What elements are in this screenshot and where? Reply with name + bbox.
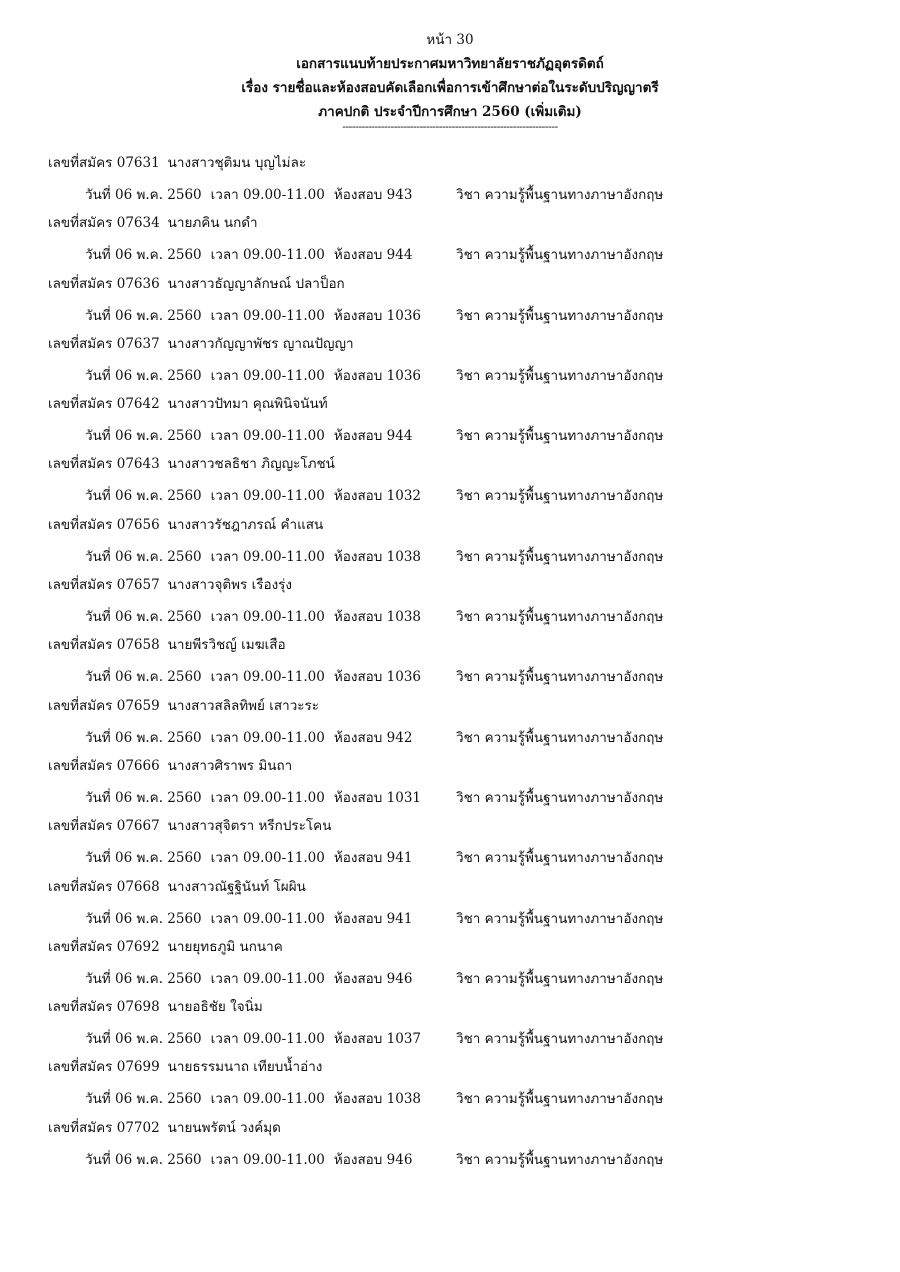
applicant-entry bbox=[0, 574, 900, 634]
exam-date: วันที่ 06 พ.ค. 2560 bbox=[85, 970, 202, 987]
exam-date: วันที่ 06 พ.ค. 2560 bbox=[85, 488, 202, 505]
applicant-line bbox=[48, 1056, 330, 1078]
schedule-line bbox=[85, 666, 430, 688]
application-number: เลขที่สมัคร 07692 bbox=[48, 938, 160, 955]
exam-time: เวลา 09.00-11.00 bbox=[210, 1091, 325, 1108]
exam-time: เวลา 09.00-11.00 bbox=[210, 669, 325, 686]
applicant-entry bbox=[0, 453, 900, 513]
exam-time: เวลา 09.00-11.00 bbox=[210, 910, 325, 927]
exam-date: วันที่ 06 พ.ค. 2560 bbox=[85, 850, 202, 867]
exam-subject: วิชา ความรู้พื้นฐานทางภาษาอังกฤษ bbox=[456, 609, 664, 626]
exam-subject: วิชา ความรู้พื้นฐานทางภาษาอังกฤษ bbox=[456, 1091, 664, 1108]
application-number: เลขที่สมัคร 07699 bbox=[48, 1059, 160, 1076]
exam-date: วันที่ 06 พ.ค. 2560 bbox=[85, 367, 202, 384]
exam-subject: วิชา ความรู้พื้นฐานทางภาษาอังกฤษ bbox=[456, 669, 664, 686]
applicant-entry bbox=[0, 876, 900, 936]
applicant-entry bbox=[0, 695, 900, 755]
exam-subject: วิชา ความรู้พื้นฐานทางภาษาอังกฤษ bbox=[456, 428, 664, 445]
exam-date: วันที่ 06 พ.ค. 2560 bbox=[85, 669, 202, 686]
application-number: เลขที่สมัคร 07642 bbox=[48, 396, 160, 413]
exam-subject: วิชา ความรู้พื้นฐานทางภาษาอังกฤษ bbox=[456, 970, 664, 987]
applicant-line bbox=[48, 634, 294, 656]
exam-date: วันที่ 06 พ.ค. 2560 bbox=[85, 428, 202, 445]
exam-subject: วิชา ความรู้พื้นฐานทางภาษาอังกฤษ bbox=[456, 187, 664, 203]
exam-date: วันที่ 06 พ.ค. 2560 bbox=[85, 789, 202, 806]
exam-room: ห้องสอบ 942 bbox=[333, 729, 413, 746]
exam-date: วันที่ 06 พ.ค. 2560 bbox=[85, 1091, 202, 1108]
schedule-line bbox=[85, 606, 430, 628]
exam-room: ห้องสอบ 1031 bbox=[333, 789, 422, 806]
page-number: หน้า 30 bbox=[426, 32, 474, 48]
exam-time: เวลา 09.00-11.00 bbox=[210, 187, 325, 203]
application-number: เลขที่สมัคร 07666 bbox=[48, 757, 160, 774]
applicant-entry bbox=[0, 514, 900, 574]
exam-subject: วิชา ความรู้พื้นฐานทางภาษาอังกฤษ bbox=[456, 910, 664, 927]
schedule-line bbox=[85, 968, 421, 990]
application-number: เลขที่สมัคร 07658 bbox=[48, 637, 160, 654]
exam-time: เวลา 09.00-11.00 bbox=[210, 789, 325, 806]
applicant-name: นางสาวกัญญาพัชร ญาณปัญญา bbox=[167, 335, 354, 352]
exam-time: เวลา 09.00-11.00 bbox=[210, 307, 325, 324]
schedule-line bbox=[85, 485, 430, 507]
exam-time: เวลา 09.00-11.00 bbox=[210, 970, 325, 987]
applicant-line bbox=[48, 152, 314, 174]
applicant-line bbox=[48, 333, 362, 355]
exam-subject: วิชา ความรู้พื้นฐานทางภาษาอังกฤษ bbox=[456, 789, 664, 806]
schedule-line bbox=[85, 184, 421, 206]
exam-time: เวลา 09.00-11.00 bbox=[210, 1151, 325, 1168]
exam-subject: วิชา ความรู้พื้นฐานทางภาษาอังกฤษ bbox=[456, 367, 664, 384]
applicant-entry bbox=[0, 634, 900, 694]
applicant-name: นายยุทธภูมิ นกนาค bbox=[167, 938, 283, 955]
application-number: เลขที่สมัคร 07637 bbox=[48, 335, 160, 352]
exam-date: วันที่ 06 พ.ค. 2560 bbox=[85, 729, 202, 746]
applicant-entry bbox=[0, 152, 900, 212]
application-number: เลขที่สมัคร 07634 bbox=[48, 215, 160, 232]
application-number: เลขที่สมัคร 07656 bbox=[48, 516, 160, 533]
exam-time: เวลา 09.00-11.00 bbox=[210, 488, 325, 505]
exam-date: วันที่ 06 พ.ค. 2560 bbox=[85, 1151, 202, 1168]
applicant-name: นายนพรัตน์ วงค์มุด bbox=[167, 1119, 281, 1136]
exam-room: ห้องสอบ 941 bbox=[333, 910, 413, 927]
application-number: เลขที่สมัคร 07657 bbox=[48, 577, 160, 594]
exam-time: เวลา 09.00-11.00 bbox=[210, 428, 325, 445]
exam-time: เวลา 09.00-11.00 bbox=[210, 247, 325, 264]
applicant-name: นายภคิน นกดำ bbox=[167, 215, 258, 232]
document-title: เอกสารแนบท้ายประกาศมหาวิทยาลัยราชภัฏอุตรดิตถ์ bbox=[296, 56, 604, 72]
exam-room: ห้องสอบ 1038 bbox=[333, 609, 422, 626]
applicant-name: นางสาวณัฐฐินันท์ โผผิน bbox=[167, 878, 306, 895]
exam-date: วันที่ 06 พ.ค. 2560 bbox=[85, 187, 202, 203]
exam-date: วันที่ 06 พ.ค. 2560 bbox=[85, 247, 202, 264]
applicant-line bbox=[48, 876, 314, 898]
applicant-entry bbox=[0, 212, 900, 272]
applicant-entry bbox=[0, 333, 900, 393]
exam-room: ห้องสอบ 1036 bbox=[333, 367, 422, 384]
applicant-line bbox=[48, 996, 271, 1018]
applicant-name: นายพีรวิชญ์ เมฆเสือ bbox=[167, 637, 286, 654]
exam-room: ห้องสอบ 946 bbox=[333, 1151, 413, 1168]
exam-room: ห้องสอบ 1038 bbox=[333, 1091, 422, 1108]
exam-date: วันที่ 06 พ.ค. 2560 bbox=[85, 548, 202, 565]
schedule-line bbox=[85, 787, 430, 809]
applicant-name: นางสาวชุติมน บุญไม่ละ bbox=[167, 155, 307, 171]
exam-time: เวลา 09.00-11.00 bbox=[210, 548, 325, 565]
exam-subject: วิชา ความรู้พื้นฐานทางภาษาอังกฤษ bbox=[456, 850, 664, 867]
applicant-name: นางสาวธัญญาลักษณ์ ปลาป็อก bbox=[167, 275, 345, 292]
exam-room: ห้องสอบ 946 bbox=[333, 970, 413, 987]
exam-subject: วิชา ความรู้พื้นฐานทางภาษาอังกฤษ bbox=[456, 1151, 664, 1168]
applicant-line bbox=[48, 755, 300, 777]
schedule-line bbox=[85, 425, 421, 447]
applicant-line bbox=[48, 453, 343, 475]
applicant-line bbox=[48, 936, 291, 958]
applicant-name: นางสาวจุติพร เรืองรุ่ง bbox=[167, 577, 292, 594]
applicant-name: นางสาวปัทมา คุณพินิจนันท์ bbox=[167, 396, 328, 413]
applicant-line bbox=[48, 514, 331, 536]
exam-date: วันที่ 06 พ.ค. 2560 bbox=[85, 1031, 202, 1048]
applicant-line bbox=[48, 815, 339, 837]
exam-subject: วิชา ความรู้พื้นฐานทางภาษาอังกฤษ bbox=[456, 1031, 664, 1048]
exam-room: ห้องสอบ 944 bbox=[333, 247, 413, 264]
exam-room: ห้องสอบ 941 bbox=[333, 850, 413, 867]
schedule-line bbox=[85, 908, 421, 930]
exam-room: ห้องสอบ 1032 bbox=[333, 488, 422, 505]
applicant-line bbox=[48, 273, 353, 295]
schedule-line bbox=[85, 1088, 430, 1110]
application-number: เลขที่สมัคร 07636 bbox=[48, 275, 160, 292]
exam-room: ห้องสอบ 1037 bbox=[333, 1031, 422, 1048]
exam-room: ห้องสอบ 1036 bbox=[333, 669, 422, 686]
exam-subject: วิชา ความรู้พื้นฐานทางภาษาอังกฤษ bbox=[456, 488, 664, 505]
applicant-name: นายอธิชัย ใจนิ่ม bbox=[167, 999, 263, 1016]
applicant-name: นางสาวชลธิชา ภิญญะโภชน์ bbox=[167, 456, 335, 473]
application-number: เลขที่สมัคร 07667 bbox=[48, 818, 160, 835]
exam-room: ห้องสอบ 1038 bbox=[333, 548, 422, 565]
application-number: เลขที่สมัคร 07643 bbox=[48, 456, 160, 473]
header-divider: ------------------------------------------------------------------- bbox=[342, 120, 558, 133]
exam-room: ห้องสอบ 943 bbox=[333, 187, 413, 203]
exam-time: เวลา 09.00-11.00 bbox=[210, 729, 325, 746]
applicant-entry bbox=[0, 1056, 900, 1116]
applicant-entry bbox=[0, 755, 900, 815]
exam-time: เวลา 09.00-11.00 bbox=[210, 1031, 325, 1048]
applicant-entry bbox=[0, 936, 900, 996]
applicant-name: นายธรรมนาถ เทียบน้ำอ่าง bbox=[167, 1059, 323, 1076]
applicant-name: นางสาวสลิลทิพย์ เสาวะระ bbox=[167, 697, 320, 714]
schedule-line bbox=[85, 244, 421, 266]
exam-room: ห้องสอบ 1036 bbox=[333, 307, 422, 324]
exam-date: วันที่ 06 พ.ค. 2560 bbox=[85, 307, 202, 324]
applicant-entry bbox=[0, 273, 900, 333]
document-header bbox=[0, 28, 900, 132]
application-number: เลขที่สมัคร 07698 bbox=[48, 999, 160, 1016]
exam-date: วันที่ 06 พ.ค. 2560 bbox=[85, 609, 202, 626]
schedule-line bbox=[85, 1028, 430, 1050]
document-subject: เรื่อง รายชื่อและห้องสอบคัดเลือกเพื่อการเข้าศึกษาต่อในระดับปริญญาตรี bbox=[241, 80, 659, 96]
applicant-line bbox=[48, 574, 300, 596]
applicant-entry bbox=[0, 996, 900, 1056]
application-number: เลขที่สมัคร 07702 bbox=[48, 1119, 160, 1136]
applicant-line bbox=[48, 212, 266, 234]
document-term: ภาคปกติ ประจำปีการศึกษา 2560 (เพิ่มเติม) bbox=[318, 104, 582, 120]
applicant-name: นางสาวศิราพร มินถา bbox=[167, 757, 293, 774]
applicant-entry bbox=[0, 815, 900, 875]
schedule-line bbox=[85, 546, 430, 568]
applicant-entry bbox=[0, 393, 900, 453]
exam-subject: วิชา ความรู้พื้นฐานทางภาษาอังกฤษ bbox=[456, 247, 664, 264]
exam-subject: วิชา ความรู้พื้นฐานทางภาษาอังกฤษ bbox=[456, 729, 664, 746]
applicant-name: นางสาวสุจิตรา หรีกประโคน bbox=[167, 818, 332, 835]
applicant-name: นางสาวรัชฎาภรณ์ คำแสน bbox=[167, 516, 324, 533]
exam-time: เวลา 09.00-11.00 bbox=[210, 609, 325, 626]
schedule-line bbox=[85, 305, 430, 327]
applicant-line bbox=[48, 393, 336, 415]
applicant-entry bbox=[0, 1117, 900, 1177]
exam-time: เวลา 09.00-11.00 bbox=[210, 367, 325, 384]
applicant-list bbox=[0, 152, 900, 1177]
application-number: เลขที่สมัคร 07659 bbox=[48, 697, 160, 714]
exam-subject: วิชา ความรู้พื้นฐานทางภาษาอังกฤษ bbox=[456, 307, 664, 324]
schedule-line bbox=[85, 1149, 421, 1171]
exam-subject: วิชา ความรู้พื้นฐานทางภาษาอังกฤษ bbox=[456, 548, 664, 565]
exam-time: เวลา 09.00-11.00 bbox=[210, 850, 325, 867]
application-number: เลขที่สมัคร 07668 bbox=[48, 878, 160, 895]
exam-room: ห้องสอบ 944 bbox=[333, 428, 413, 445]
exam-date: วันที่ 06 พ.ค. 2560 bbox=[85, 910, 202, 927]
schedule-line bbox=[85, 727, 421, 749]
applicant-line bbox=[48, 1117, 289, 1139]
schedule-line bbox=[85, 365, 430, 387]
applicant-line bbox=[48, 695, 327, 717]
schedule-line bbox=[85, 847, 421, 869]
application-number: เลขที่สมัคร 07631 bbox=[48, 155, 160, 171]
